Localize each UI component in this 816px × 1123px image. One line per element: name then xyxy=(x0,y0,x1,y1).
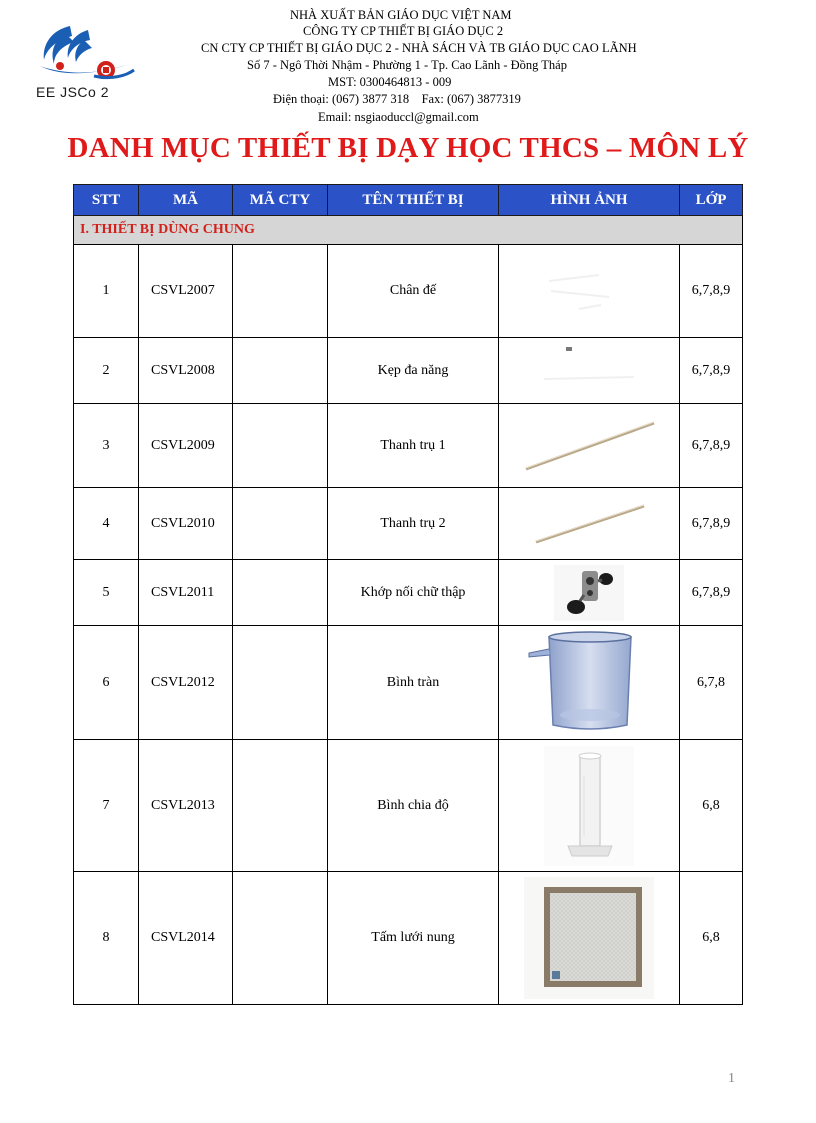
row-stt: 6 xyxy=(74,626,139,740)
row-name: Bình tràn xyxy=(328,626,499,740)
equipment-table xyxy=(73,184,743,1005)
overflow-beaker-image xyxy=(519,629,659,737)
column-header-grade: LỚP xyxy=(680,185,743,216)
row-company-code xyxy=(233,245,328,338)
wire-gauze-image xyxy=(524,877,654,999)
row-name: Khớp nối chữ thập xyxy=(328,560,499,626)
row-image xyxy=(499,404,680,488)
table-row xyxy=(74,245,743,338)
universal-clamp-image xyxy=(504,341,674,401)
row-name: Thanh trụ 1 xyxy=(328,404,499,488)
support-rod-image xyxy=(514,494,664,554)
branch-line: CN CTY CP THIẾT BỊ GIÁO DỤC 2 - NHÀ SÁCH VÀ TB GIÁO DỤC CAO LÃNH xyxy=(201,41,637,55)
row-image xyxy=(499,245,680,338)
tax-code-line: MST: 0300464813 - 009 xyxy=(328,75,452,89)
column-header-company-code: MÃ CTY xyxy=(233,185,328,216)
base-stand-image xyxy=(539,261,639,321)
column-header-name: TÊN THIẾT BỊ xyxy=(328,185,499,216)
row-name: Chân đế xyxy=(328,245,499,338)
row-stt: 5 xyxy=(74,560,139,626)
row-grade: 6,7,8,9 xyxy=(680,560,743,626)
table-row xyxy=(74,338,743,404)
row-code: CSVL2009 xyxy=(139,404,233,488)
table-row xyxy=(74,488,743,560)
email-line: Email: nsgiaoduccl@gmail.com xyxy=(318,110,479,124)
row-stt: 3 xyxy=(74,404,139,488)
row-image xyxy=(499,338,680,404)
row-stt: 7 xyxy=(74,740,139,872)
row-company-code xyxy=(233,404,328,488)
table-row xyxy=(74,404,743,488)
row-name: Kẹp đa năng xyxy=(328,338,499,404)
row-stt: 8 xyxy=(74,872,139,1005)
row-company-code xyxy=(233,338,328,404)
column-header-code: MÃ xyxy=(139,185,233,216)
row-image xyxy=(499,872,680,1005)
row-grade: 6,7,8,9 xyxy=(680,338,743,404)
row-code: CSVL2010 xyxy=(139,488,233,560)
row-grade: 6,8 xyxy=(680,740,743,872)
document-title: DANH MỤC THIẾT BỊ DẠY HỌC THCS – MÔN LÝ xyxy=(67,132,749,164)
cross-joint-image xyxy=(554,565,624,621)
row-grade: 6,7,8,9 xyxy=(680,245,743,338)
page-number: 1 xyxy=(728,1071,735,1086)
row-image xyxy=(499,740,680,872)
row-image xyxy=(499,488,680,560)
row-grade: 6,7,8 xyxy=(680,626,743,740)
row-company-code xyxy=(233,626,328,740)
publisher-line: NHÀ XUẤT BẢN GIÁO DỤC VIỆT NAM xyxy=(290,8,512,22)
row-stt: 2 xyxy=(74,338,139,404)
row-code: CSVL2013 xyxy=(139,740,233,872)
row-code: CSVL2014 xyxy=(139,872,233,1005)
row-stt: 4 xyxy=(74,488,139,560)
row-name: Tấm lưới nung xyxy=(328,872,499,1005)
row-grade: 6,7,8,9 xyxy=(680,488,743,560)
table-row xyxy=(74,872,743,1005)
table-header-row xyxy=(74,185,743,216)
row-code: CSVL2008 xyxy=(139,338,233,404)
row-name: Bình chia độ xyxy=(328,740,499,872)
row-stt: 1 xyxy=(74,245,139,338)
row-grade: 6,7,8,9 xyxy=(680,404,743,488)
row-image xyxy=(499,626,680,740)
company-line: CÔNG TY CP THIẾT BỊ GIÁO DỤC 2 xyxy=(303,24,504,38)
table-row xyxy=(74,560,743,626)
row-code: CSVL2011 xyxy=(139,560,233,626)
row-name: Thanh trụ 2 xyxy=(328,488,499,560)
row-image xyxy=(499,560,680,626)
support-rod-image xyxy=(504,411,674,481)
row-company-code xyxy=(233,740,328,872)
phone-fax-line: Điện thoại: (067) 3877 318 Fax: (067) 3877319 xyxy=(273,92,521,106)
row-company-code xyxy=(233,488,328,560)
logo-text: EE JSCo 2 xyxy=(36,84,109,100)
address-line: Số 7 - Ngô Thời Nhậm - Phường 1 - Tp. Cao Lãnh - Đồng Tháp xyxy=(247,58,567,72)
section-heading: I. THIẾT BỊ DÙNG CHUNG xyxy=(74,216,743,245)
table-row xyxy=(74,626,743,740)
table-row xyxy=(74,740,743,872)
row-company-code xyxy=(233,560,328,626)
row-grade: 6,8 xyxy=(680,872,743,1005)
column-header-image: HÌNH ẢNH xyxy=(499,185,680,216)
column-header-stt: STT xyxy=(74,185,139,216)
row-code: CSVL2012 xyxy=(139,626,233,740)
graduated-cylinder-image xyxy=(544,746,634,866)
row-code: CSVL2007 xyxy=(139,245,233,338)
row-company-code xyxy=(233,872,328,1005)
